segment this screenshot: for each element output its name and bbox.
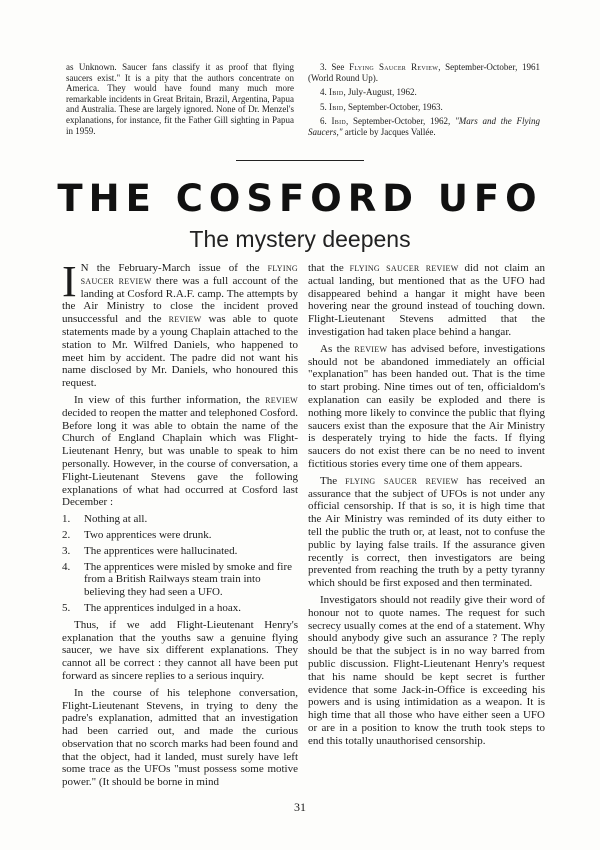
article-title: THE COSFORD UFO (57, 177, 543, 220)
paragraph-censorship: The flying saucer review has received an assurance that the subject of UFOs is not under any official censorship. If that is so, it is high time that the Air Ministry was reminded of its duty either to tell the public the truth or, at least, not to confuse the public by laying false trails. If the assurance given recently is correct, then investigators are being prevented from reaching the truth by a petty tyranny which should be first exposed and then terminated. (308, 474, 545, 590)
page-number: 31 (294, 800, 306, 814)
footnote-6: 6. Ibid, September-October, 1962, "Mars and the Flying Saucers," article by Jacques Vallée. (308, 116, 540, 137)
paragraph-investigations: As the review has advised before, investigations should not be abandoned immediately an official "explanation" has been handed out. That is the time to start probing. Nine times out of ten, officialdom's explanation can easily be exploded and there is nothing more likely to convince the public that flying saucers exist than the exposure that the Air Ministry is desperately trying to hide the facts. If flying saucers do not exist there can be no need to invent fictitious stories every time one of them appears. (308, 342, 545, 470)
paragraph-telephone: In the course of his telephone conversation, Flight-Lieutenant Stevens, in trying to deny the padre's explanation, admitted that an investigation had been carried out, and made the curious observation that no scorch marks had been found and that the object, had it landed, must surely have left some trace as the UFOs "must possess some motive power." (It should be borne in mind (62, 686, 298, 789)
explanations-list (62, 513, 298, 615)
article-subtitle: The mystery deepens (189, 226, 411, 252)
list-item: 4. The apprentices were misled by smoke and fire from a British Railways steam train into believing they had seen a UFO. (62, 560, 293, 599)
footnote-4: 4. Ibid, July-August, 1962. (320, 87, 417, 98)
footnote-3: 3. See Flying Saucer Review, September-October, 1961 (World Round Up). (308, 62, 540, 83)
list-item: 2. Two apprentices were drunk. (62, 528, 212, 541)
paragraph-intro: I N the February-March issue of the flying saucer review there was a full account of the landing at Cosford R.A.F. camp. The attempts by the Air Ministry to close the incident proved unsuccessful and the review was able to quote statements made by a young Chaplain attached to the station to Mr. Wilfred Daniels, who happened to meet him by accident. The padre did not want his name disclosed by Mr. Daniels, who honoured this request. (62, 257, 298, 390)
list-item: 1. Nothing at all. (62, 513, 148, 526)
drop-cap: I (62, 257, 77, 306)
paragraph-investigators: Investigators should not readily give their word of honour not to quote names. The request for such secrecy usually comes at the end of a statement. Why should anybody give such an assurance ? The reply should be that the subject is in no way barred from public discussion. Flight-Lieutenant Henry's request that his name should be kept secret is further evidence that some Jack-in-Office is exceeding his powers and is using intimidation as a weapon. It is high time that all those who have either seen a UFO or are in a position to know the truth took steps to end this totally unauthorised censorship. (308, 593, 545, 747)
paragraph-reopen: In view of this further information, the review decided to reopen the matter and telephoned Cosford. Before long it was able to obtain the name of the Church of England Chaplain which was Flight-Lieutenant Henry, but was unable to speak to him personally. However, in the course of conversation, a Flight-Lieutenant Stevens gave the following explanations of what had occurred at Cosford last December : (62, 393, 298, 509)
section-divider (236, 160, 364, 161)
footnotes (308, 62, 540, 142)
article-column-left (62, 257, 298, 793)
paragraph-hangar: that the flying saucer review did not claim an actual landing, but mentioned that as the UFO had disappeared behind a hangar it might have been hovering near the ground instead of touching down. Flight-Lieutenant Stevens admitted that the investigation had taken place behind a hangar. (308, 262, 545, 338)
continuation-text: as Unknown. Saucer fans classify it as proof that flying saucers exist." It is a pity that the authors concentrate on America. They would have found many much more remarkable incidents in Great Britain, Brazil, Argentina, Papua and Australia. These are largely ignored. None of Dr. Menzel's explanations, for instance, fit the Father Gill sighting in Papua in 1959. (66, 62, 294, 136)
list-item: 5. The apprentices indulged in a hoax. (62, 601, 242, 614)
continuation-paragraph (66, 62, 294, 136)
paragraph-six-explanations: Thus, if we add Flight-Lieutenant Henry's explanation that the youths saw a genuine flying saucer, we have six different explanations. They cannot all be correct : they cannot all have been put forward as sincere replies to a serious inquiry. (62, 618, 298, 682)
list-item: 3. The apprentices were hallucinated. (62, 544, 238, 557)
article-column-right (308, 262, 545, 751)
footnote-5: 5. Ibid, September-October, 1963. (320, 101, 443, 112)
